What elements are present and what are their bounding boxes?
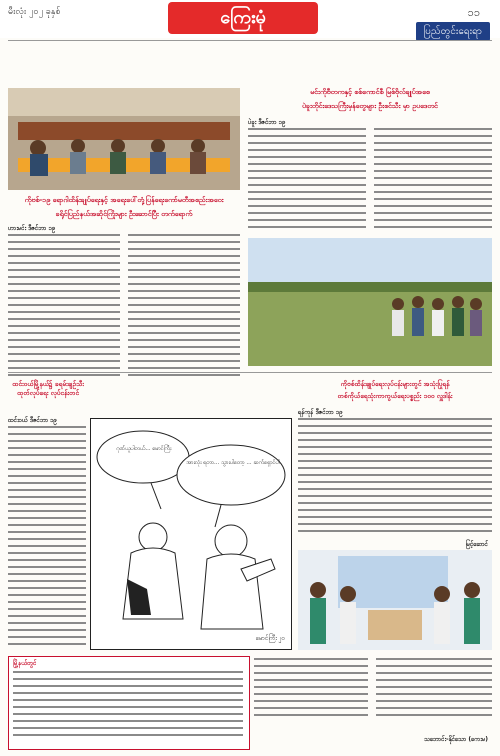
left-mid-headline: ထင်းဝယ်မြို့နယ်၌ ခရမ်းချဉ်သီး ထုတ်လုပ်ရေး လုပ်ငန်းတင် xyxy=(12,380,84,397)
footer-label: မြို့နယ်တွင် xyxy=(13,660,37,667)
body-text-lines xyxy=(254,656,492,736)
right-mid-credit: မြင့်ဆောင် xyxy=(465,541,488,548)
body-text-lines xyxy=(298,416,492,540)
field-visit-photo xyxy=(248,238,492,366)
body-text-lines xyxy=(248,126,492,236)
left-mid-byline: ထင်းဝယ် ဒီဇင်ဘာ ၁၉ xyxy=(8,417,58,424)
cartoon-illustration xyxy=(91,419,291,649)
right-top-body xyxy=(248,126,492,236)
left-top-body xyxy=(8,232,240,392)
donation-illustration xyxy=(298,550,492,650)
footer-credit: သဘောင်း-နိုင်သော (ကေးမ) xyxy=(424,736,488,743)
newspaper-logo: ကြေးမုံ xyxy=(168,2,318,34)
right-mid-byline: ရန်ကုန် ဒီဇင်ဘာ ၁၉ xyxy=(298,409,343,416)
meeting-photo-illustration xyxy=(8,88,240,190)
body-text-lines xyxy=(8,232,240,392)
left-top-byline: ဟားမင်း ဒီဇင်ဘာ ၁၉ xyxy=(8,225,56,232)
editorial-cartoon xyxy=(90,418,292,650)
cartoon-bubble-left: ဂုဏ်ယူပါတယ်... မောင်ကြီး xyxy=(116,446,172,452)
header-rule xyxy=(8,40,492,41)
cartoon-bubble-right: အားလုံး ရတာ... သွားပါတော့ ... ဆက်ရှောင်ပါ xyxy=(186,460,280,466)
footer-right-body xyxy=(254,656,492,748)
issue-date: မီးလုံး ၂၀၂ ခုနှစ် xyxy=(8,7,61,17)
section-divider xyxy=(8,372,492,373)
cartoon-signature: မောင်ကြီး ၂၀ xyxy=(255,635,285,642)
right-mid-headline-2: တစ်ကိုယ်ရေသုံးကာကွယ်ရေးပစ္စည်း ၁၀၀ လှူဒါန်း xyxy=(337,392,453,400)
body-text-lines xyxy=(13,669,243,745)
footer-article-box xyxy=(8,656,250,750)
right-mid-body xyxy=(298,416,492,540)
field-visit-illustration xyxy=(248,238,492,366)
section-tab: ပြည်တွင်းရေးရာ xyxy=(416,22,490,41)
body-text-lines xyxy=(8,424,86,650)
donation-photo xyxy=(298,550,492,650)
right-top-byline: ပဲခူး ဒီဇင်ဘာ ၁၉ xyxy=(248,119,286,126)
left-top-headline-2: ခရိုင်ပြည်နယ်အဆိုင်ကြိုးများ ဦးဆောင်ပြီး တက်ရောက် xyxy=(55,210,193,218)
left-top-headline-1: ကိုဗစ်-၁၉ ရောဂါထိန်းချုပ်ရေးနှင့် အရေးပေါ်တုံ့ပြန်ရေးကော်မတီအစည်းအဝေး xyxy=(24,196,224,204)
left-mid-body xyxy=(8,424,86,650)
right-top-headline-2: ပဲခူးတိုင်းဒေသကြီးမှန်တွေများ ဦးစင်သီး မှာ ဥပဒေတင် xyxy=(302,102,438,110)
page-number: ၁၁ xyxy=(467,6,480,19)
right-mid-headline-1: ကိုဗစ်ထိန်းချုပ်ရေးလုပ်ငန်းများတွင် အသုံးပြုရန် xyxy=(340,380,450,388)
right-top-headline-1: မင်းကိုဗီတကနှင့် စစ်ကောင်စီ မြစ်ဗိုလ်ချုပ်အစေ xyxy=(310,88,430,96)
meeting-photo xyxy=(8,88,240,190)
